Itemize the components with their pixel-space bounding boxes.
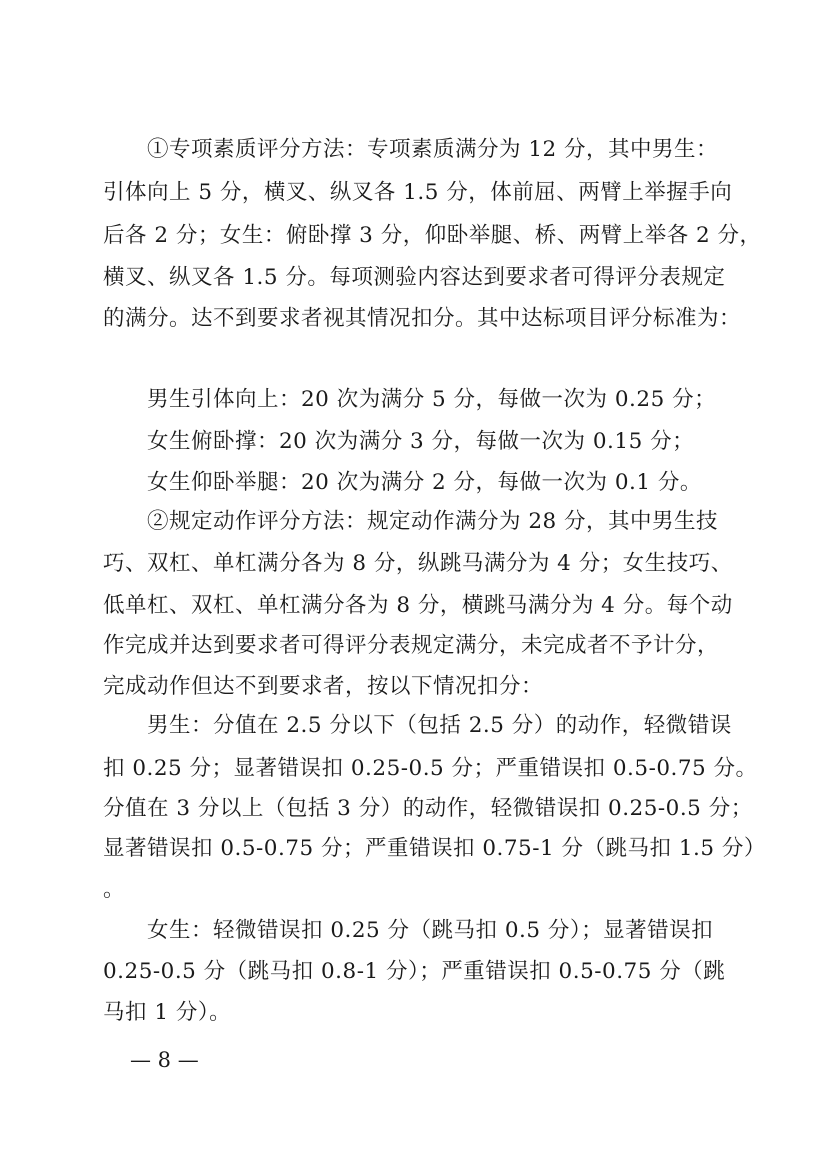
paragraph-line: 分值在 3 分以上（包括 3 分）的动作，轻微错误扣 0.25-0.5 分； — [103, 796, 753, 821]
paragraph-line: 引体向上 5 分，横叉、纵叉各 1.5 分，体前屈、两臂上举握手向 — [103, 180, 733, 205]
paragraph-line: 低单杠、双杠、单杠满分各为 8 分，横跳马满分为 4 分。每个动 — [103, 593, 733, 618]
standard-line: 男生引体向上：20 次为满分 5 分，每做一次为 0.25 分； — [147, 387, 717, 412]
paragraph-line: 的满分。达不到要求者视其情况扣分。其中达标项目评分标准为： — [103, 306, 742, 331]
page-number: — 8 — — [130, 1048, 199, 1072]
paragraph-line: 显著错误扣 0.5-0.75 分；严重错误扣 0.75-1 分（跳马扣 1.5 分） — [103, 836, 766, 861]
paragraph-line: 。 — [103, 877, 126, 902]
paragraph-line: ①专项素质评分方法：专项素质满分为 12 分，其中男生： — [147, 137, 719, 162]
paragraph-line: 巧、双杠、单杠满分各为 8 分，纵跳马满分为 4 分；女生技巧、 — [103, 551, 733, 576]
paragraph-line: 男生：分值在 2.5 分以下（包括 2.5 分）的动作，轻微错误 — [147, 713, 732, 738]
paragraph-line: 后各 2 分；女生：俯卧撑 3 分，仰卧举腿、桥、两臂上举各 2 分， — [103, 223, 762, 248]
standard-line: 女生俯卧撑：20 次为满分 3 分，每做一次为 0.15 分； — [147, 429, 695, 454]
paragraph-line: 作完成并达到要求者可得评分表规定满分，未完成者不予计分， — [103, 633, 720, 658]
paragraph-line: 女生：轻微错误扣 0.25 分（跳马扣 0.5 分）；显著错误扣 — [147, 918, 714, 943]
paragraph-line: 横叉、纵叉各 1.5 分。每项测验内容达到要求者可得评分表规定 — [103, 265, 726, 290]
paragraph-line: 完成动作但达不到要求者，按以下情况扣分： — [103, 674, 544, 699]
standard-line: 女生仰卧举腿：20 次为满分 2 分，每做一次为 0.1 分。 — [147, 470, 702, 495]
paragraph-line: 0.25-0.5 分（跳马扣 0.8-1 分）；严重错误扣 0.5-0.75 分（跳 — [103, 959, 726, 984]
paragraph-line: ②规定动作评分方法：规定动作满分为 28 分，其中男生技 — [147, 509, 719, 534]
paragraph-line: 马扣 1 分）。 — [103, 1000, 232, 1025]
paragraph-line: 扣 0.25 分；显著错误扣 0.25-0.5 分；严重错误扣 0.5-0.75 分。 — [103, 756, 758, 781]
